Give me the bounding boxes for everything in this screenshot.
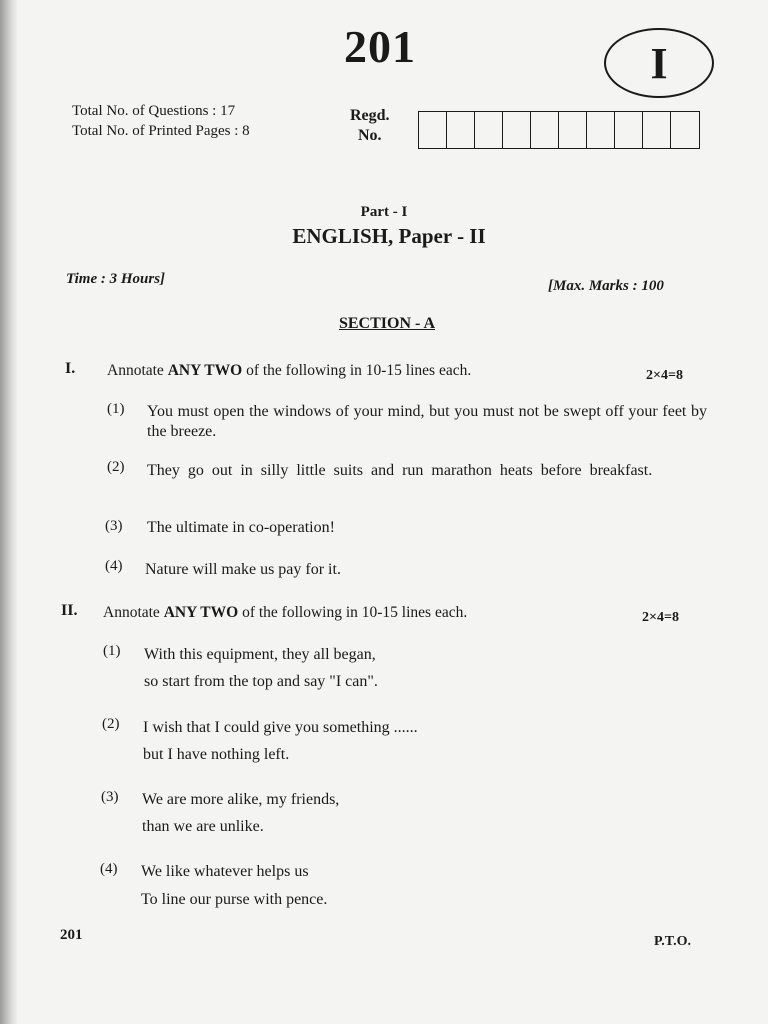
item-number: (1) (107, 401, 125, 417)
instruction-emphasis: ANY TWO (167, 362, 243, 379)
regd-label-line1: Regd. (350, 107, 390, 124)
please-turn-over: P.T.O. (654, 934, 691, 949)
item-line-1: We are more alike, my friends, (142, 791, 340, 808)
regd-label-line2: No. (358, 127, 382, 144)
regd-number-boxes (418, 111, 700, 149)
set-code-oval (604, 28, 714, 98)
item-line-2: To line our purse with pence. (141, 891, 328, 908)
item-line-2: but I have nothing left. (143, 746, 290, 763)
item-line-1: I wish that I could give you something ...... (143, 719, 418, 736)
item-number: (3) (105, 518, 123, 534)
regd-digit-box (503, 112, 531, 148)
time-allowed: Time : 3 Hours] (66, 271, 166, 287)
question-instruction (107, 362, 471, 380)
question-instruction (103, 604, 467, 622)
item-number: (2) (107, 459, 125, 475)
regd-digit-box (447, 112, 475, 148)
regd-digit-box (475, 112, 503, 148)
regd-digit-box (559, 112, 587, 148)
paper-code: 201 (344, 21, 416, 72)
item-text: The ultimate in co-operation! (147, 519, 335, 536)
item-line-2: so start from the top and say "I can". (144, 673, 378, 690)
regd-digit-box (531, 112, 559, 148)
item-text: You must open the windows of your mind, but you must not be swept off your feet by the breeze. (147, 403, 707, 440)
regd-digit-box (419, 112, 447, 148)
item-line-1: We like whatever helps us (141, 863, 309, 880)
instruction-text: Annotate (103, 604, 164, 621)
instruction-text: of the following in 10-15 lines each. (238, 604, 468, 621)
page-edge-shadow (0, 0, 18, 1024)
question-marks: 2×4=8 (646, 368, 683, 383)
question-marks: 2×4=8 (642, 610, 679, 625)
section-heading: SECTION - A (338, 315, 436, 332)
item-number: (1) (103, 643, 121, 659)
max-marks: [Max. Marks : 100 (548, 278, 664, 294)
total-pages: Total No. of Printed Pages : 8 (72, 123, 250, 139)
item-line-2: than we are unlike. (142, 818, 264, 835)
item-line-1: With this equipment, they all began, (144, 646, 376, 663)
item-text: Nature will make us pay for it. (145, 561, 341, 578)
item-text: They go out in silly little suits and run marathon heats before breakfast. (147, 462, 653, 479)
paper-title: ENGLISH, Paper - II (292, 224, 486, 248)
item-number: (4) (100, 861, 118, 877)
regd-digit-box (643, 112, 671, 148)
regd-label (350, 106, 390, 146)
regd-digit-box (587, 112, 615, 148)
item-number: (3) (101, 789, 119, 805)
item-number: (2) (102, 716, 120, 732)
question-number: II. (61, 602, 78, 619)
regd-digit-box (671, 112, 699, 148)
part-label: Part - I (360, 204, 408, 220)
instruction-emphasis: ANY TWO (163, 604, 239, 621)
item-number: (4) (105, 558, 123, 574)
set-code: I (650, 38, 668, 88)
total-questions: Total No. of Questions : 17 (72, 103, 236, 119)
regd-digit-box (615, 112, 643, 148)
instruction-text: Annotate (107, 362, 168, 379)
question-number: I. (65, 360, 76, 377)
instruction-text: of the following in 10-15 lines each. (242, 362, 472, 379)
footer-page-code: 201 (60, 927, 83, 943)
